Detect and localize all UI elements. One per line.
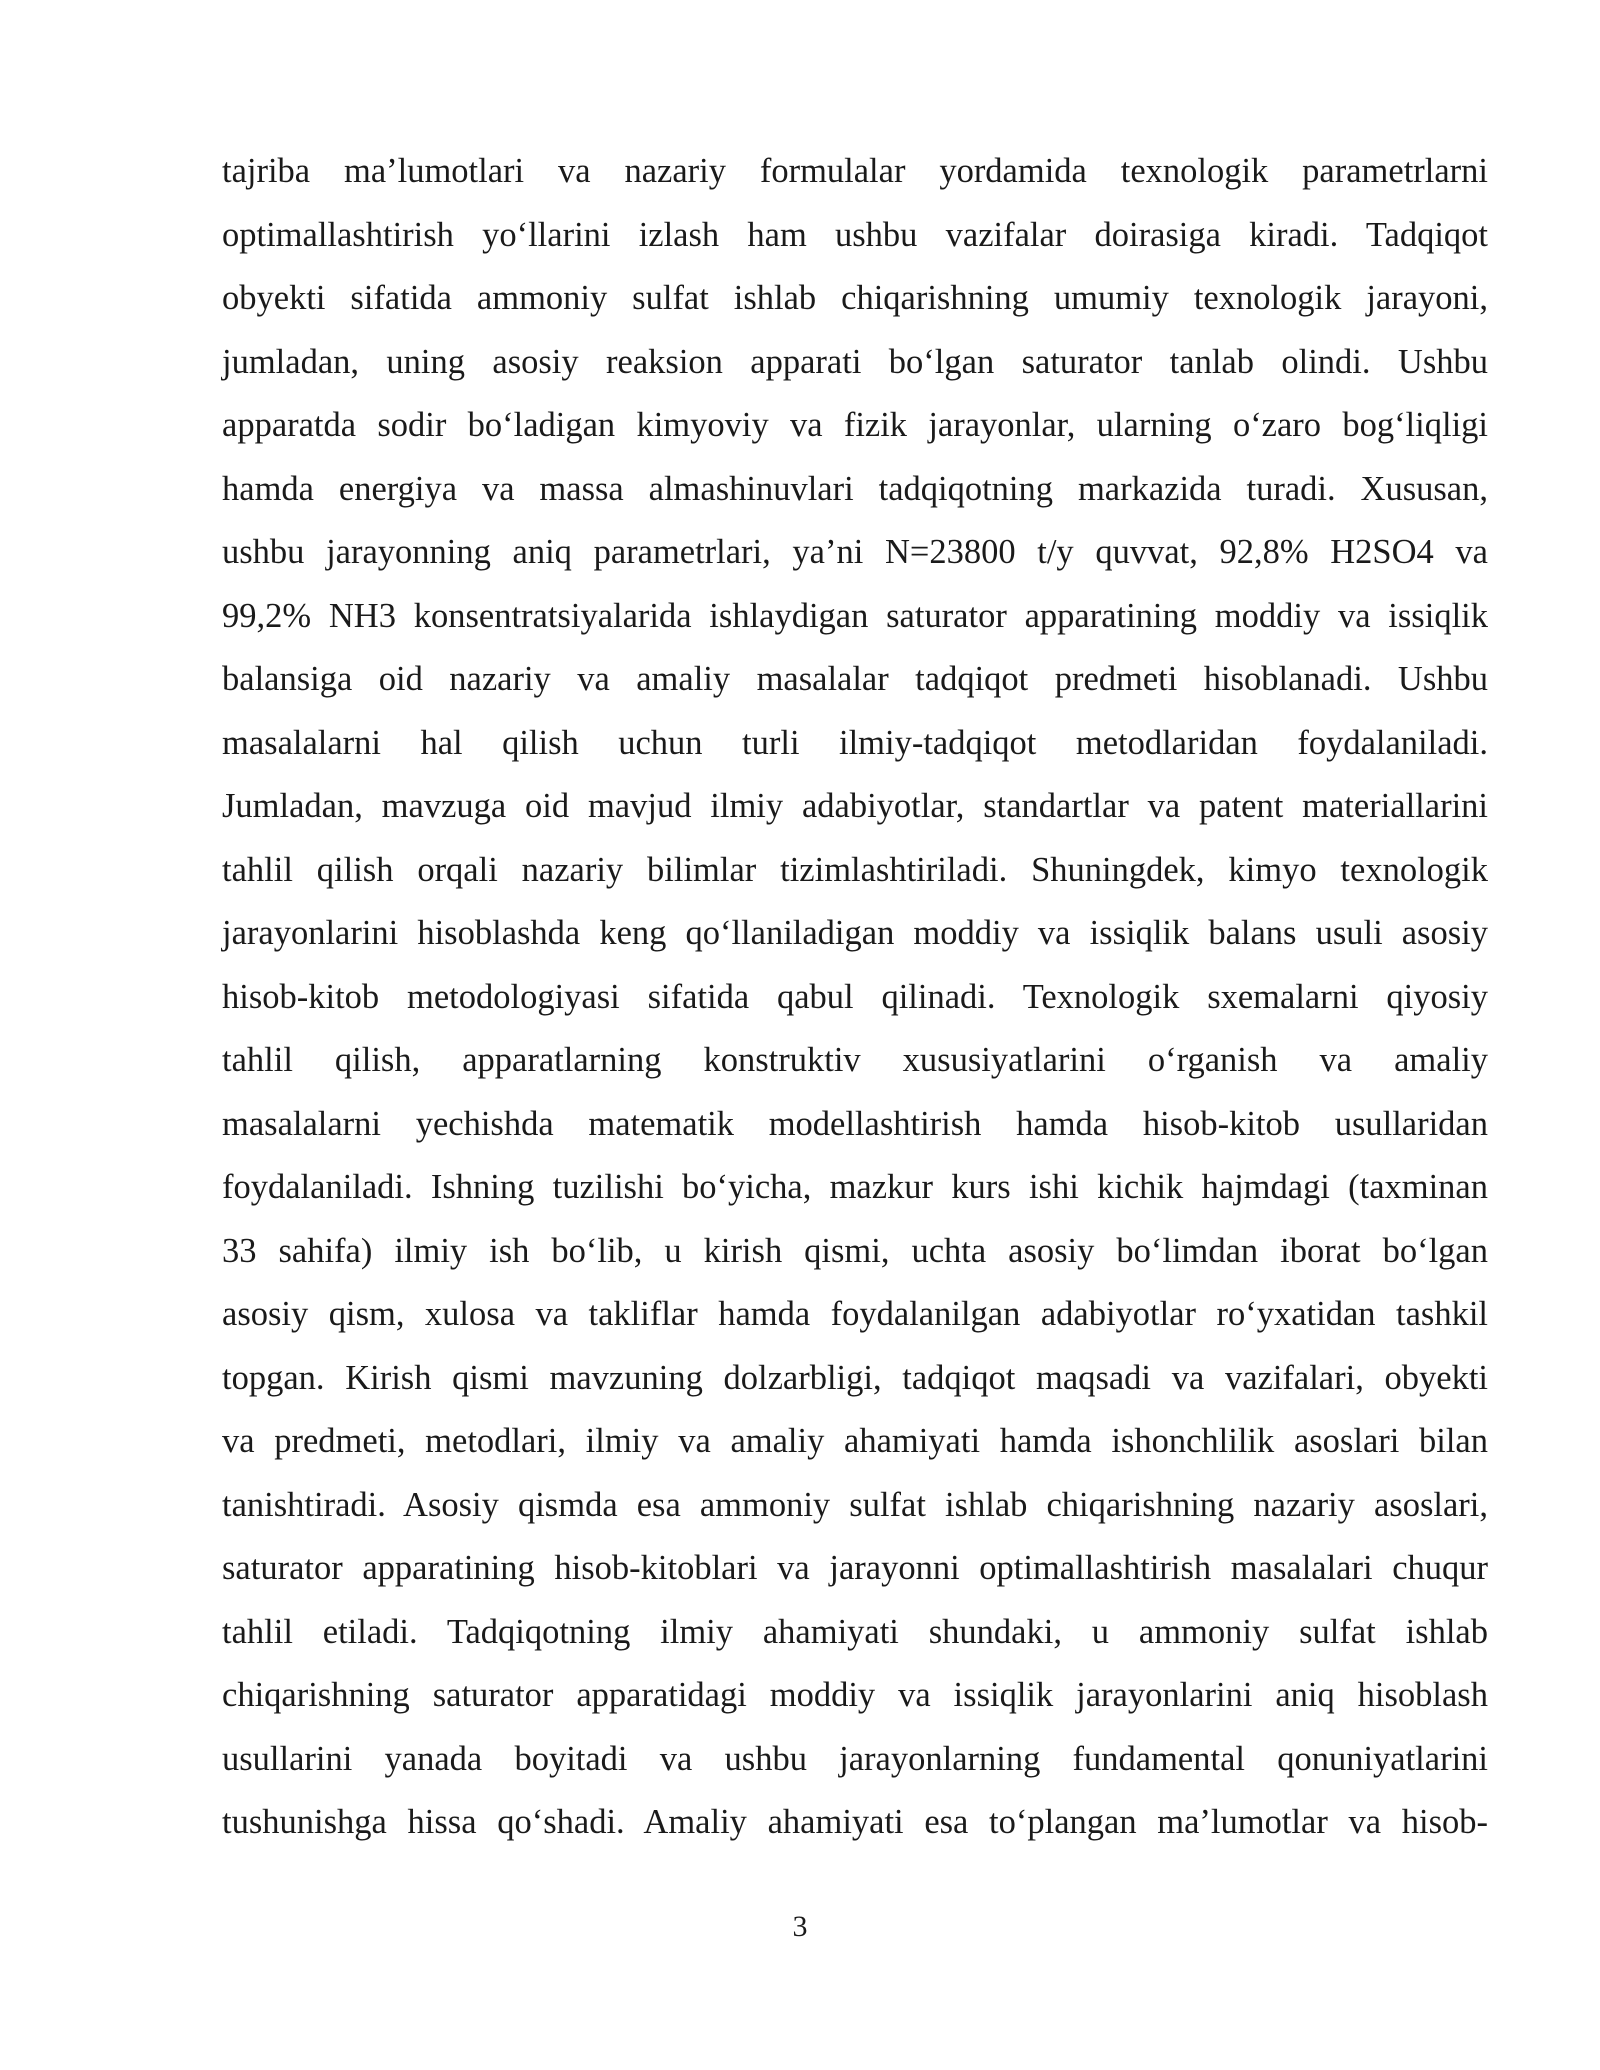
text-line: chiqarishning saturator apparatidagi moddiy va issiqlik jarayonlarini aniq hisoblash — [222, 1676, 1488, 1714]
text-line: ushbu jarayonning aniq parametrlari, ya’ni N=23800 t/y quvvat, 92,8% H2SO4 va — [222, 533, 1488, 571]
text-line: jumladan, uning asosiy reaksion apparati bo‘lgan saturator tanlab olindi. Ushbu — [222, 342, 1488, 381]
text-line: hamda energiya va massa almashinuvlari tadqiqotning markazida turadi. Xususan, — [222, 469, 1488, 508]
text-line: topgan. Kirish qismi mavzuning dolzarbligi, tadqiqot maqsadi va vazifalari, obyekti — [222, 1358, 1488, 1397]
text-line: tushunishga hissa qo‘shadi. Amaliy ahamiyati esa to‘plangan ma’lumotlar va hisob- — [222, 1803, 1488, 1841]
text-line: apparatda sodir bo‘ladigan kimyoviy va fizik jarayonlar, ularning o‘zaro bog‘liqligi — [222, 406, 1488, 444]
text-line: va predmeti, metodlari, ilmiy va amaliy ahamiyati hamda ishonchlilik asoslari bilan — [222, 1422, 1488, 1460]
text-line: tahlil qilish orqali nazariy bilimlar tizimlashtiriladi. Shuningdek, kimyo texnologik — [222, 850, 1488, 889]
text-line: hisob-kitob metodologiyasi sifatida qabul qilinadi. Texnologik sxemalarni qiyosiy — [222, 977, 1488, 1016]
text-line: optimallashtirish yo‘llarini izlash ham ushbu vazifalar doirasiga kiradi. Tadqiqot — [222, 215, 1488, 254]
page-number: 3 — [792, 1910, 808, 1943]
text-line: tahlil etiladi. Tadqiqotning ilmiy ahamiyati shundaki, u ammoniy sulfat ishlab — [222, 1612, 1488, 1651]
text-line: masalalarni hal qilish uchun turli ilmiy-tadqiqot metodlaridan foydalaniladi. — [222, 723, 1488, 762]
text-line: balansiga oid nazariy va amaliy masalalar tadqiqot predmeti hisoblanadi. Ushbu — [222, 660, 1488, 698]
text-line: 99,2% NH3 konsentratsiyalarida ishlaydigan saturator apparatining moddiy va issiqlik — [222, 596, 1488, 635]
text-line: 33 sahifa) ilmiy ish bo‘lib, u kirish qismi, uchta asosiy bo‘limdan iborat bo‘lgan — [222, 1231, 1488, 1270]
text-line: masalalarni yechishda matematik modellashtirish hamda hisob-kitob usullaridan — [222, 1104, 1488, 1143]
text-line: tajriba ma’lumotlari va nazariy formulalar yordamida texnologik parametrlarni — [222, 152, 1488, 190]
text-line: usullarini yanada boyitadi va ushbu jarayonlarning fundamental qonuniyatlarini — [222, 1739, 1488, 1778]
text-line: saturator apparatining hisob-kitoblari va jarayonni optimallashtirish masalalari chuqur — [222, 1549, 1488, 1587]
text-line: foydalaniladi. Ishning tuzilishi bo‘yicha, mazkur kurs ishi kichik hajmdagi (taxminan — [222, 1168, 1488, 1206]
text-line: asosiy qism, xulosa va takliflar hamda foydalanilgan adabiyotlar ro‘yxatidan tashkil — [222, 1295, 1488, 1333]
text-line: Jumladan, mavzuga oid mavjud ilmiy adabiyotlar, standartlar va patent materiallarini — [222, 787, 1488, 825]
text-line: tahlil qilish, apparatlarning konstruktiv xususiyatlarini o‘rganish va amaliy — [222, 1041, 1488, 1079]
text-line: tanishtiradi. Asosiy qismda esa ammoniy sulfat ishlab chiqarishning nazariy asoslari, — [222, 1485, 1488, 1524]
text-line: obyekti sifatida ammoniy sulfat ishlab chiqarishning umumiy texnologik jarayoni, — [222, 279, 1488, 317]
text-line: jarayonlarini hisoblashda keng qo‘llaniladigan moddiy va issiqlik balans usuli asosiy — [222, 914, 1488, 952]
body-paragraph — [222, 143, 1488, 1858]
